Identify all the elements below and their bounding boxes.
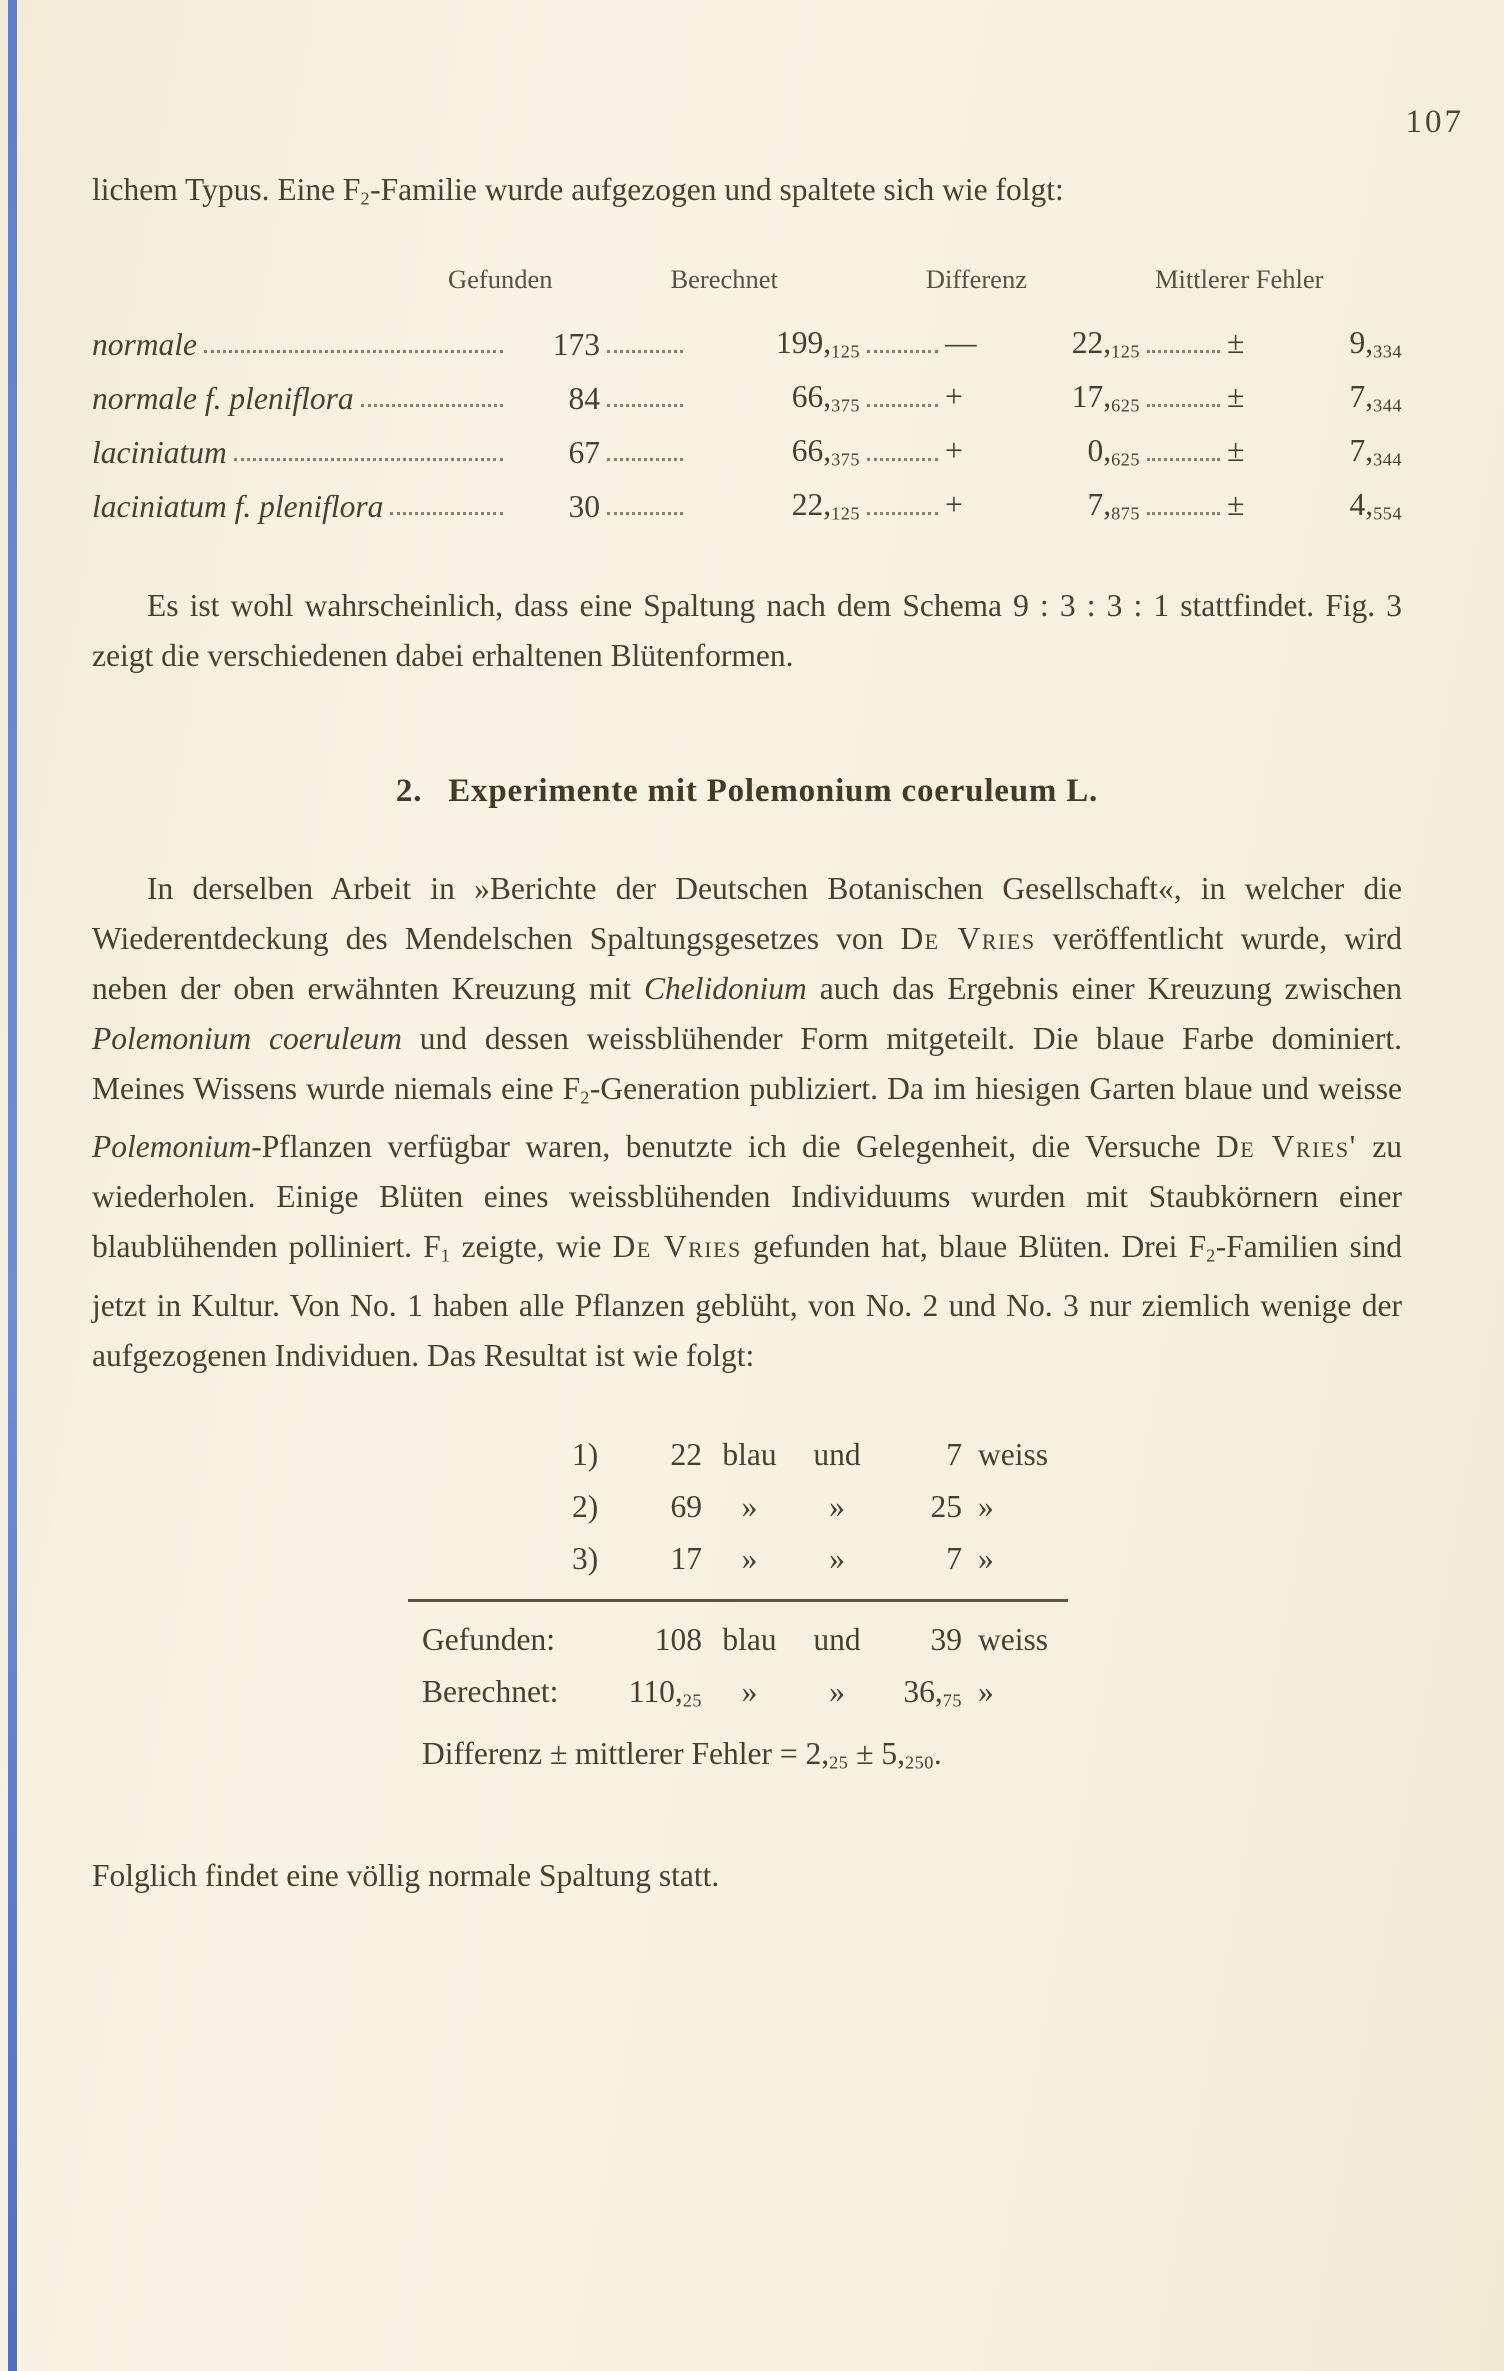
word-blau: blau: [722, 1436, 777, 1472]
differenz-sign: +: [945, 487, 963, 522]
ditto-mark: »: [741, 1488, 758, 1524]
intro-paragraph: lichem Typus. Eine F2-Familie wurde aufgezogen und spaltete sich wie folgt:: [92, 172, 1064, 209]
fehler-number: 7,344: [1349, 379, 1402, 416]
summary-weiss-count: 36,75: [903, 1673, 962, 1711]
variety-name: normale f. pleniflora: [92, 380, 354, 416]
section-heading: [92, 773, 1402, 810]
fehler-sign: ±: [1227, 379, 1245, 414]
word-weiss: weiss: [978, 1621, 1048, 1657]
differenz-value: [945, 325, 1140, 363]
word-und: und: [813, 1436, 861, 1472]
berechnet-value: 22,125: [791, 487, 860, 524]
sum-rule: [408, 1599, 1068, 1602]
weiss-count: 7: [946, 1540, 962, 1576]
summary-label: Gefunden:: [422, 1621, 555, 1657]
fehler-number: 9,334: [1349, 325, 1402, 362]
dotted-leader: [1147, 350, 1220, 353]
table-header-gefunden: Gefunden: [448, 263, 553, 294]
schema-paragraph: Es ist wohl wahrscheinlich, dass eine Spaltung nach dem Schema 9 : 3 : 3 : 1 stattfindet. Fig. 3 zeigt die verschiedenen dabei erhaltenen Blütenformen.: [92, 587, 1402, 673]
table-header-berechnet: Berechnet: [670, 263, 778, 294]
ditto-mark: »: [978, 1488, 994, 1524]
gefunden-value: 84: [568, 380, 600, 416]
gefunden-value: 173: [552, 326, 600, 362]
differenz-sign: +: [945, 433, 963, 468]
table-row: [92, 309, 1402, 363]
differenz-number: 0,625: [1087, 433, 1140, 470]
summary-blau-count: 110,25: [628, 1673, 702, 1711]
summary-row: [422, 1614, 1402, 1666]
fehler-number: 7,344: [1349, 433, 1402, 470]
berechnet-value: 66,375: [791, 379, 860, 416]
table-row: [92, 417, 1402, 471]
variety-name: laciniatum f. pleniflora: [92, 488, 384, 524]
differenz-line: Differenz ± mittlerer Fehler = 2,25 ± 5,250.: [422, 1736, 942, 1773]
main-paragraph: In derselben Arbeit in »Berichte der Deutschen Botanischen Gesellschaft«, in welcher die Wiederentdeckung des Mendelschen Spaltungsgesetzes von De Vries veröffentlicht wurde, wird neben der oben erwähnten Kreuzung mit Chelidonium auch das Ergebnis einer Kreuzung zwischen Polemonium coeruleum und dessen weissblühender Form mitgeteilt. Die blaue Farbe dominiert. Meines Wissens wurde niemals eine F2-Generation publiziert. Da im hiesigen Garten blaue und weisse Polemonium-Pflanzen verfügbar waren, benutzte ich die Gelegenheit, die Versuche De Vries' zu wiederholen. Einige Blüten eines weissblühenden Individuums wurden mit Staubkörnern einer blaublühenden polliniert. F1 zeigte, wie De Vries gefunden hat, blaue Blüten. Drei F2-Familien sind jetzt in Kultur. Von No. 1 haben alle Pflanzen geblüht, von No. 2 und No. 3 nur ziemlich wenige der aufgezogenen Individuen. Das Resultat ist wie folgt:: [92, 870, 1403, 1373]
differenz-sign: —: [945, 325, 977, 360]
summary-blau-count: 108: [654, 1621, 702, 1657]
dotted-leader: [607, 458, 683, 461]
dotted-leader: [234, 458, 503, 461]
differenz-value: [945, 433, 1140, 471]
differenz-number: 7,875: [1087, 487, 1140, 524]
ditto-mark: »: [829, 1673, 845, 1709]
dotted-leader: [607, 350, 683, 353]
fehler-number: 4,554: [1349, 487, 1402, 524]
section-number: 2.: [395, 772, 423, 809]
ditto-mark: »: [741, 1673, 758, 1709]
dotted-leader: [390, 512, 503, 515]
result-list-row: [572, 1533, 1402, 1585]
list-number: 2): [572, 1488, 599, 1524]
summary-label: Berechnet:: [422, 1673, 559, 1709]
berechnet-value: 66,375: [791, 433, 860, 470]
ditto-mark: »: [741, 1540, 758, 1576]
variety-name: laciniatum: [92, 434, 227, 470]
blau-count: 69: [670, 1488, 702, 1524]
list-number: 3): [572, 1540, 599, 1576]
fehler-value: [1227, 379, 1402, 417]
table-row: [92, 363, 1402, 417]
blau-count: 17: [670, 1540, 702, 1576]
blau-count: 22: [670, 1436, 702, 1472]
dotted-leader: [867, 512, 938, 515]
weiss-count: 25: [930, 1488, 962, 1524]
fehler-value: [1227, 433, 1402, 471]
dotted-leader: [867, 350, 938, 353]
summary-weiss-count: 39: [930, 1621, 962, 1657]
segregation-table: [92, 264, 1402, 525]
weiss-count: 7: [946, 1436, 962, 1472]
fehler-sign: ±: [1227, 487, 1245, 522]
closing-paragraph: Folglich findet eine völlig normale Spaltung statt.: [92, 1857, 720, 1893]
fehler-value: [1227, 487, 1402, 525]
result-list-row: [572, 1481, 1402, 1533]
dotted-leader: [1147, 512, 1220, 515]
summary-row: [422, 1666, 1402, 1727]
ditto-mark: »: [829, 1488, 845, 1524]
differenz-value: [945, 487, 1140, 525]
dotted-leader: [867, 458, 938, 461]
fehler-sign: ±: [1227, 325, 1245, 360]
differenz-number: 17,625: [1071, 379, 1140, 416]
results-block: [422, 1429, 1402, 1789]
gefunden-value: 30: [568, 488, 600, 524]
dotted-leader: [1147, 458, 1220, 461]
section-title: Experimente mit Polemonium coeruleum L.: [448, 772, 1099, 809]
fehler-value: [1227, 325, 1402, 363]
berechnet-value: 199,125: [775, 325, 860, 362]
dotted-leader: [607, 512, 683, 515]
differenz-value: [945, 379, 1140, 417]
variety-name: normale: [92, 326, 197, 362]
word-blau: blau: [722, 1621, 777, 1657]
word-und: und: [813, 1621, 861, 1657]
differenz-sign: +: [945, 379, 963, 414]
table-row: [92, 471, 1402, 525]
ditto-mark: »: [978, 1540, 994, 1576]
word-weiss: weiss: [978, 1436, 1048, 1472]
dotted-leader: [867, 404, 938, 407]
table-header-mittlerer-fehler: Mittlerer Fehler: [1154, 263, 1324, 294]
ditto-mark: »: [978, 1673, 994, 1709]
table-header-differenz: Differenz: [925, 263, 1027, 294]
dotted-leader: [204, 350, 503, 353]
list-number: 1): [572, 1436, 599, 1472]
page-content: [92, 104, 1464, 1901]
dotted-leader: [607, 404, 683, 407]
gefunden-value: 67: [568, 434, 600, 470]
fehler-sign: ±: [1227, 433, 1245, 468]
dotted-leader: [361, 404, 503, 407]
page-number: 107: [1405, 104, 1464, 140]
dotted-leader: [1147, 404, 1220, 407]
table-header-row: [92, 264, 1402, 295]
differenz-number: 22,125: [1071, 325, 1140, 362]
scan-edge-artifact: [8, 0, 17, 2371]
result-list-row: [572, 1429, 1402, 1481]
ditto-mark: »: [829, 1540, 845, 1576]
